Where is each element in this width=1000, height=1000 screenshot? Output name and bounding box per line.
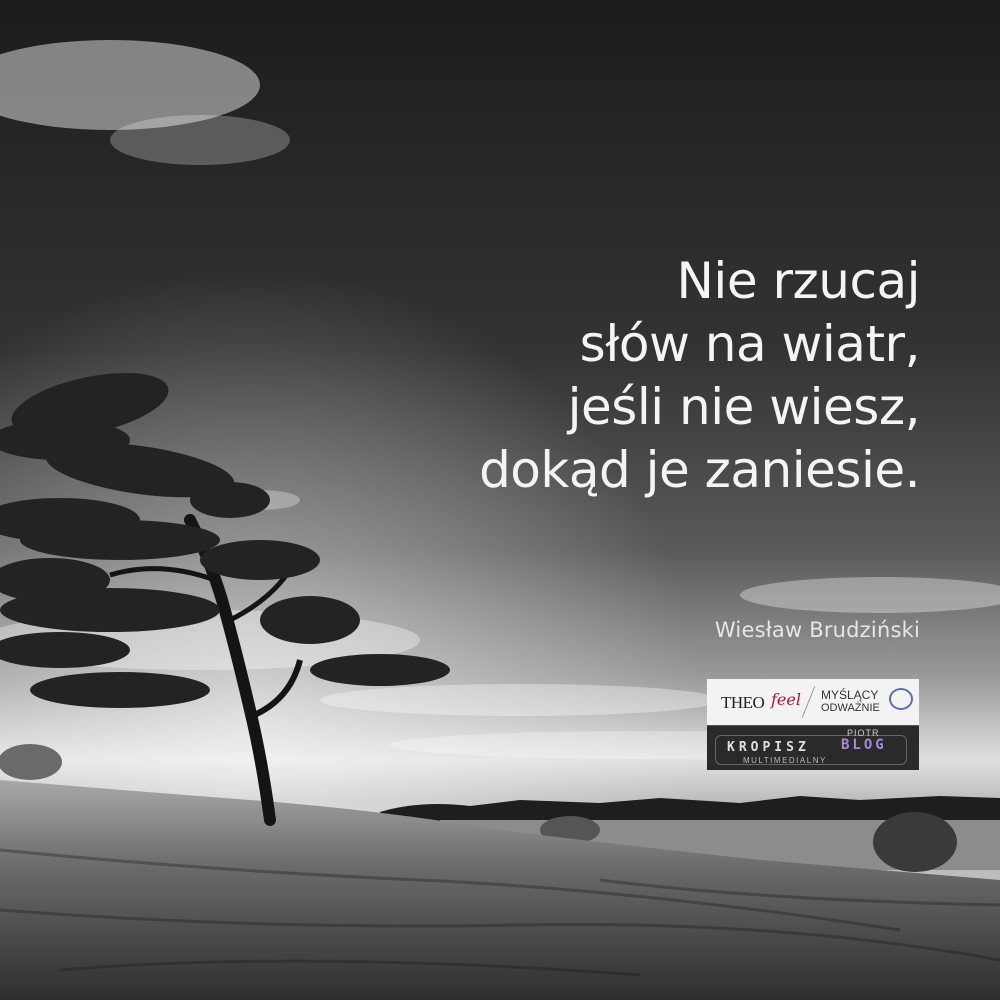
quote-author: Wiesław Brudziński [714,618,920,642]
feel-text: feel [771,690,801,709]
shrub-right [873,812,957,872]
kropisz-blog-logo [707,725,919,770]
quote-text [479,250,920,502]
quote-line-3: jeśli nie wiesz, [567,378,920,436]
theofeel-logo [707,679,919,725]
divider [802,686,816,718]
quote-line-4: dokąd je zaniesie. [479,441,920,499]
odwaznie-text: ODWAŻNIE [821,702,880,714]
myslacy-text: MYŚLĄCY [821,688,879,702]
blog-text: BLOG [841,737,887,753]
theo-text: THEO [721,693,765,712]
quote-line-2: słów na wiatr, [579,315,920,373]
brain-icon [889,688,913,710]
brand-logos [707,679,919,769]
kropisz-text: KROPISZ [727,740,810,755]
quote-line-1: Nie rzucaj [676,252,920,310]
piotr-text: PIOTR [847,728,880,738]
multimedialny-text: MULTIMEDIALNY [743,756,827,765]
